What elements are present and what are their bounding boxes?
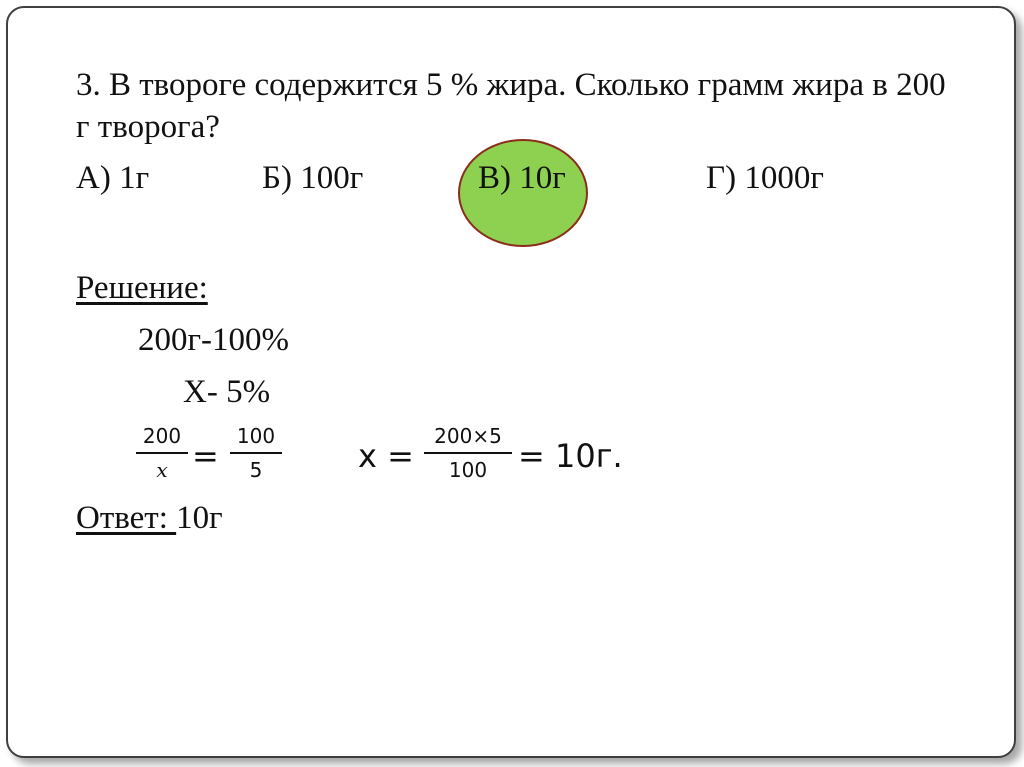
fraction-denominator: 5 <box>249 458 263 482</box>
fraction-denominator: x <box>156 458 168 482</box>
fraction-200-over-x <box>136 424 188 482</box>
fraction-numerator: 100 <box>236 424 276 448</box>
option-c: В) 10г <box>478 160 566 196</box>
solution-heading: Решение: <box>76 270 208 306</box>
result-value: = 10г. <box>518 437 623 475</box>
fraction-bar <box>230 452 282 454</box>
fraction-100-over-5 <box>230 424 282 482</box>
fraction-bar <box>424 452 512 454</box>
question-text: 3. В твороге содержится 5 % жира. Сколько грамм жира в 200 г творога? <box>76 67 946 145</box>
fraction-numerator: 200×5 <box>434 424 502 448</box>
answer-label: Ответ: <box>76 500 177 536</box>
answer-value: 10г <box>176 500 223 536</box>
option-b: Б) 100г <box>262 160 364 196</box>
solution-line-1: 200г-100% <box>138 322 290 358</box>
answer-line <box>76 498 223 538</box>
fraction-numerator: 200 <box>142 424 182 448</box>
solution-line-2: Х- 5% <box>183 374 271 410</box>
fraction-denominator: 100 <box>448 458 488 482</box>
equals-sign: = <box>192 437 219 475</box>
option-a: А) 1г <box>76 160 150 196</box>
fraction-200x5-over-100 <box>424 424 512 482</box>
x-equals: x = <box>358 437 414 475</box>
option-d: Г) 1000г <box>706 160 824 196</box>
fraction-bar <box>136 452 188 454</box>
